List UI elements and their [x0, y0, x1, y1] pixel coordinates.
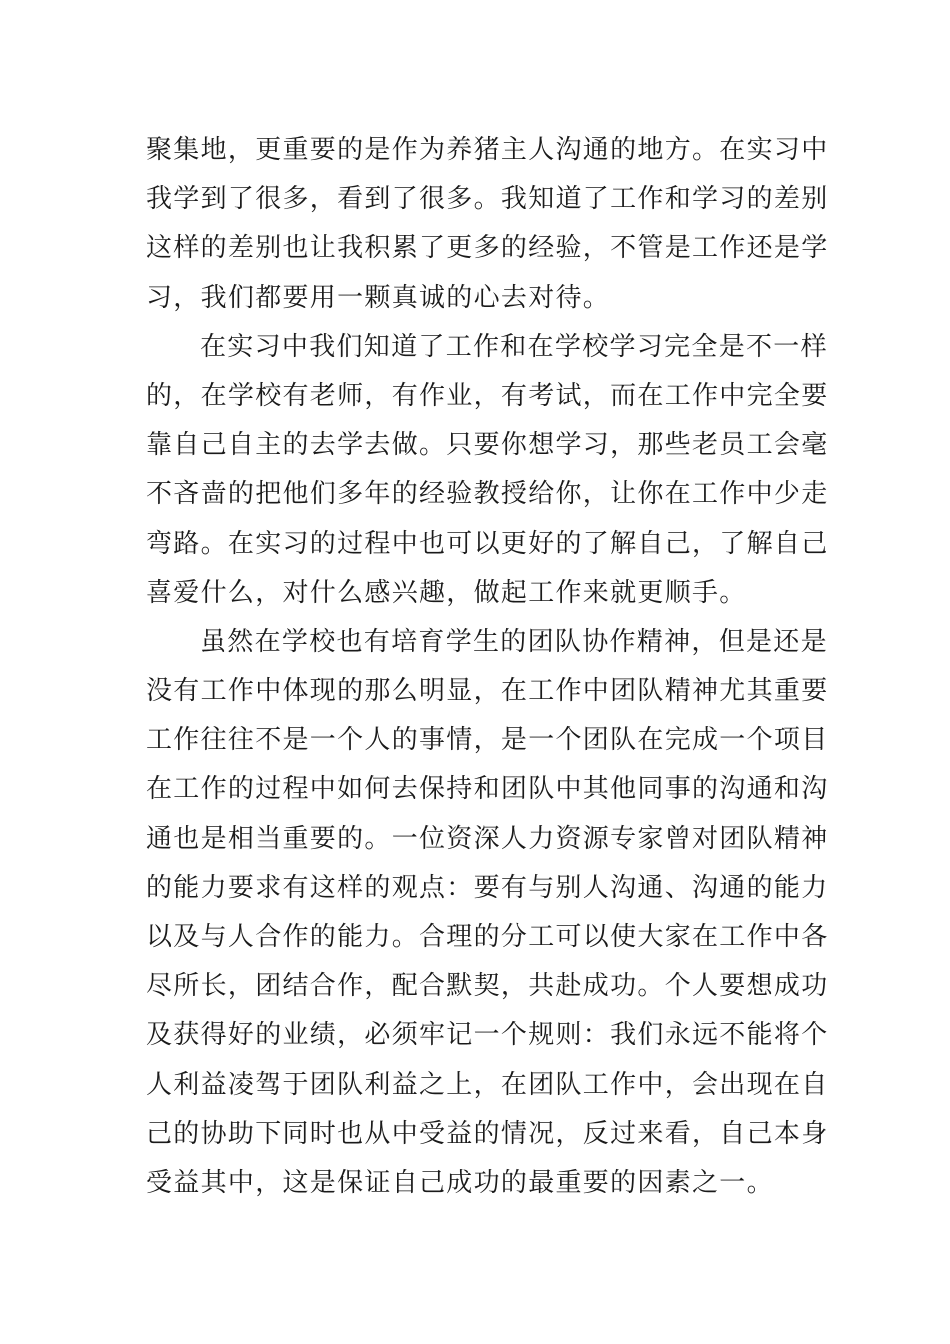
- paragraph-1: [146, 126, 829, 323]
- text-line: 的能力要求有这样的观点：要有与别人沟通、沟通的能力: [146, 872, 829, 903]
- text-line: 虽然在学校也有培育学生的团队协作精神，但是还是: [200, 626, 828, 657]
- text-line: 工作往往不是一个人的事情，是一个团队在完成一个项目: [146, 725, 829, 756]
- text-line: 我学到了很多，看到了很多。我知道了工作和学习的差别: [146, 184, 829, 215]
- text-line: 在实习中我们知道了工作和在学校学习完全是不一样: [200, 331, 828, 362]
- text-line: 聚集地，更重要的是作为养猪主人沟通的地方。在实习中: [146, 135, 829, 165]
- text-line: 靠自己自主的去学去做。只要你想学习，那些老员工会毫: [146, 430, 829, 461]
- text-line: 通也是相当重要的。一位资深人力资源专家曾对团队精神: [146, 823, 829, 854]
- document-body: [146, 126, 829, 1208]
- text-line: 尽所长，团结合作，配合默契，共赴成功。个人要想成功: [146, 971, 829, 1002]
- text-line: 人利益凌驾于团队利益之上，在团队工作中，会出现在自: [146, 1069, 829, 1100]
- text-line: 喜爱什么，对什么感兴趣，做起工作来就更顺手。: [146, 577, 747, 608]
- text-line: 不吝啬的把他们多年的经验教授给你，让你在工作中少走: [146, 479, 829, 510]
- text-line: 的，在学校有老师，有作业，有考试，而在工作中完全要: [146, 380, 829, 411]
- text-line: 以及与人合作的能力。合理的分工可以使大家在工作中各: [146, 922, 829, 952]
- text-line: 习，我们都要用一颗真诚的心去对待。: [146, 282, 611, 313]
- paragraph-2: [146, 323, 829, 618]
- text-line: 这样的差别也让我积累了更多的经验，不管是工作还是学: [146, 233, 829, 264]
- text-line: 没有工作中体现的那么明显，在工作中团队精神尤其重要: [146, 676, 829, 707]
- text-line: 己的协助下同时也从中受益的情况，反过来看，自己本身: [146, 1118, 829, 1149]
- paragraph-3: [146, 618, 829, 1208]
- text-line: 及获得好的业绩，必须牢记一个规则：我们永远不能将个: [146, 1020, 829, 1051]
- text-line: 在工作的过程中如何去保持和团队中其他同事的沟通和沟: [146, 774, 829, 805]
- text-line: 受益其中，这是保证自己成功的最重要的因素之一。: [146, 1167, 774, 1198]
- text-line: 弯路。在实习的过程中也可以更好的了解自己，了解自己: [146, 528, 829, 559]
